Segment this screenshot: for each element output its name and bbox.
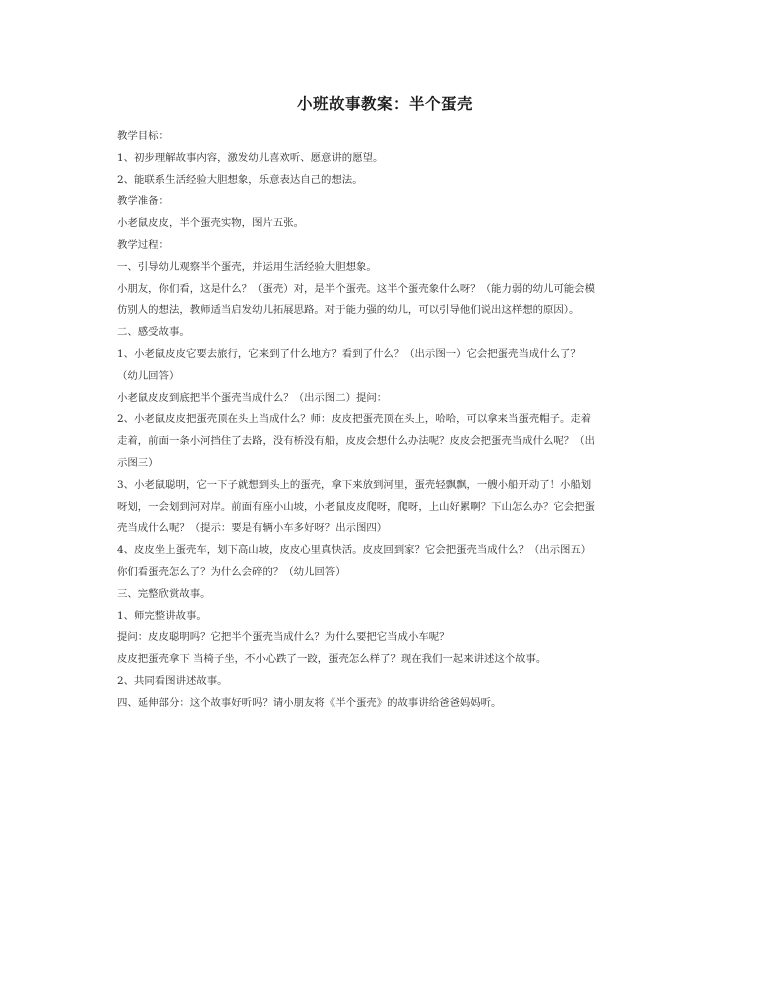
text-line: 三、完整欣赏故事。 — [117, 587, 211, 600]
text-line: 皮皮把蛋壳拿下 当椅子坐，不小心跌了一跤，蛋壳怎么样了？现在我们一起来讲述这个故事。 — [117, 653, 547, 666]
text-line: 2、能联系生活经验大胆想象，乐意表达自己的想法。 — [117, 173, 363, 186]
text-line: 3、小老鼠聪明，它一下子就想到头上的蛋壳，拿下来放到河里，蛋壳轻飘飘，一艘小船开动了！小船划 — [117, 478, 592, 491]
text-line: 教学目标： — [117, 130, 169, 142]
text-line: 仿别人的想法，教师适当启发幼儿拓展思路。对于能力强的幼儿，可以引导他们说出这样想的原因）。 — [117, 304, 580, 317]
text-line: 二、感受故事。 — [117, 326, 190, 339]
text-line: 走着，前面一条小河挡住了去路，没有桥没有船，皮皮会想什么办法呢？皮皮会把蛋壳当成什么呢？（出 — [117, 435, 595, 448]
text-line: 教学准备： — [117, 195, 169, 208]
text-line: 呀划，一会划到河对岸。前面有座小山坡，小老鼠皮皮爬呀，爬呀，上山好累啊？下山怎么办？它会把蛋 — [117, 500, 595, 513]
text-line: 1、师完整讲故事。 — [117, 609, 207, 622]
document-body — [117, 126, 657, 715]
text-line: 2、共同看图讲述故事。 — [117, 674, 228, 687]
text-line: 壳当成什么呢？（提示：要是有辆小车多好呀？出示图四） — [117, 522, 388, 535]
document-title: 小班故事教案：半个蛋壳 — [296, 95, 473, 113]
text-line: 教学过程： — [117, 238, 169, 251]
text-line: 一、引导幼儿观察半个蛋壳，并运用生活经验大胆想象。 — [117, 260, 377, 273]
text-line: 2、小老鼠皮皮把蛋壳顶在头上当成什么？师：皮皮把蛋壳顶在头上，哈哈，可以拿来当蛋壳帽子。走着 — [117, 413, 592, 426]
text-line: 提问：皮皮聪明吗？它把半个蛋壳当成什么？为什么要把它当成小车呢？ — [117, 631, 450, 644]
text-line: 小老鼠皮皮到底把半个蛋壳当成什么？（出示图二）提问： — [117, 391, 388, 404]
text-line: 示图三） — [117, 456, 159, 469]
text-line: 你们看蛋壳怎么了？为什么会碎的？（幼儿回答） — [117, 565, 346, 578]
text-line: 1、初步理解故事内容，激发幼儿喜欢听、愿意讲的愿望。 — [117, 151, 384, 164]
text-line: 小朋友，你们看，这是什么？（蛋壳）对，是半个蛋壳。这半个蛋壳象什么呀？（能力弱的幼儿可能会模 — [117, 282, 595, 295]
text-line: 小老鼠皮皮，半个蛋壳实物，图片五张。 — [117, 217, 305, 230]
text-line: 1、小老鼠皮皮它要去旅行，它来到了什么地方？看到了什么？（出示图一）它会把蛋壳当成什么了？ — [117, 347, 581, 360]
text-line: （幼儿回答） — [117, 369, 180, 382]
text-line: 4、皮皮坐上蛋壳车，划下高山坡，皮皮心里真快活。皮皮回到家？它会把蛋壳当成什么？（出示图五） — [117, 544, 592, 557]
text-line: 四、延伸部分：这个故事好听吗？请小朋友将《半个蛋壳》的故事讲给爸爸妈妈听。 — [117, 696, 502, 709]
